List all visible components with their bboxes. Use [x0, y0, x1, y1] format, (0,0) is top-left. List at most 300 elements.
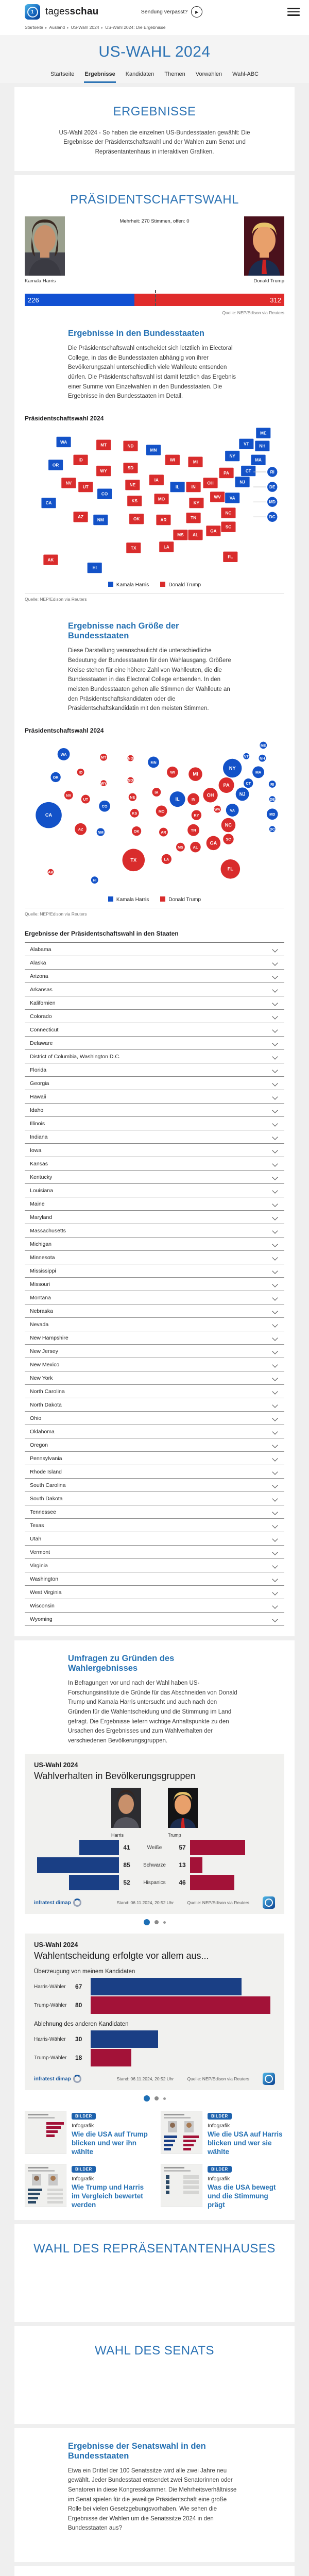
play-icon[interactable]: ▶ [191, 6, 202, 18]
svg-text:OK: OK [133, 516, 140, 521]
svg-text:CO: CO [101, 492, 108, 497]
state-accordion-row[interactable] [25, 1197, 284, 1211]
senate-card [14, 2326, 295, 2424]
state-accordion-label: Tennessee [30, 1509, 56, 1515]
trump-value: 13 [179, 1861, 186, 1869]
majority-marker [155, 290, 156, 306]
us-bubble-map[interactable] [25, 736, 284, 893]
bubble-kicker: Präsidentschaftswahl 2024 [25, 726, 104, 734]
state-accordion-row[interactable] [25, 1505, 284, 1519]
state-accordion-label: Delaware [30, 1040, 53, 1046]
svg-text:IN: IN [191, 484, 196, 489]
svg-text:DC: DC [269, 515, 276, 520]
tab-themen[interactable]: Themen [164, 71, 185, 77]
infratest-dimap-logo: infratest dimap [34, 1899, 81, 1907]
chevron-down-icon [272, 1000, 278, 1006]
state-accordion-row[interactable] [25, 1157, 284, 1171]
svg-text:RI: RI [270, 469, 274, 474]
tab-ergebnisse[interactable]: Ergebnisse [84, 69, 115, 83]
svg-text:MA: MA [255, 770, 262, 775]
legend-swatch [160, 896, 165, 902]
state-accordion-row[interactable] [25, 1264, 284, 1278]
svg-text:SC: SC [225, 524, 232, 530]
svg-text:GA: GA [210, 529, 217, 534]
state-accordion-label: Nevada [30, 1321, 49, 1328]
states-result-text: Die Präsidentschaftswahl entscheidet sich letztlich im Electoral College, in das die Bundesstaaten abhängig von ihrer Bevölkerungszahl unterschiedlich viele Wahlleute entsenden dürfen. Die Präsidentschaftswahl ist damit letztlich das Ergebnis einer Summe von Einzelwahlen in den Bundesstaaten. Die Ergebnisse in den Bundesstaaten im Detail. [68, 345, 236, 400]
info2-stand: Stand: 06.11.2024, 20:52 Uhr [116, 2076, 174, 2082]
state-accordion-label: North Carolina [30, 1388, 65, 1395]
breadcrumb-link[interactable]: US-Wahl 2024 [71, 25, 99, 30]
state-accordion-row[interactable] [25, 983, 284, 996]
chevron-down-icon [272, 1080, 278, 1086]
bilder-badge: BILDER [72, 2166, 96, 2173]
svg-text:DE: DE [269, 484, 276, 489]
chevron-down-icon [272, 1321, 278, 1327]
surveys-heading: Umfragen zu Gründen des Wahlergebnisses [68, 1654, 175, 1673]
carousel-dot[interactable] [163, 1921, 166, 1924]
state-accordion-row[interactable] [25, 1171, 284, 1184]
state-accordion-row[interactable] [25, 996, 284, 1010]
state-accordion-label: Minnesota [30, 1254, 55, 1261]
decision-bar-row [34, 2030, 275, 2048]
state-accordion-row[interactable] [25, 1358, 284, 1371]
state-accordion-row[interactable] [25, 1184, 284, 1197]
svg-text:NV: NV [66, 793, 72, 798]
chevron-down-icon [272, 1603, 278, 1608]
us-states-map[interactable] [25, 424, 284, 579]
svg-text:CA: CA [45, 500, 52, 505]
bubble-legend [25, 896, 284, 903]
harris-value: 85 [123, 1861, 130, 1869]
state-accordion-row[interactable] [25, 1385, 284, 1398]
svg-text:AK: AK [48, 870, 54, 875]
svg-text:VT: VT [244, 754, 249, 759]
chevron-down-icon [272, 987, 278, 992]
chevron-down-icon [272, 1549, 278, 1555]
teaser-title[interactable]: Was die USA bewegt und die Stimmung prägt [208, 2183, 276, 2209]
decision-bar [91, 2049, 131, 2066]
state-accordion-label: South Carolina [30, 1482, 66, 1488]
svg-text:AZ: AZ [78, 515, 84, 520]
teaser-card[interactable] [25, 2164, 148, 2210]
state-accordion-row[interactable] [25, 1077, 284, 1090]
teaser-thumbnail [161, 2164, 202, 2207]
state-accordion-row[interactable] [25, 1412, 284, 1425]
teaser-thumbnail [161, 2111, 202, 2154]
tagesschau-logo-icon[interactable]: 1 [25, 4, 40, 20]
state-accordion-row[interactable] [25, 1331, 284, 1345]
state-accordion-row[interactable] [25, 1613, 284, 1626]
svg-text:IA: IA [154, 790, 159, 795]
brand-wordmark[interactable]: tagesschau [45, 6, 99, 17]
carousel-dot[interactable] [154, 1920, 159, 1924]
trump-votes-bar: 312 [134, 294, 284, 306]
voter-group-value: 67 [75, 1983, 82, 1991]
demo-bar-row [34, 1857, 275, 1873]
breadcrumb-separator: ▸ [101, 26, 104, 30]
teaser-title[interactable]: Wie die USA auf Harris blicken und wer sie wählte [208, 2130, 283, 2156]
bilder-badge: BILDER [208, 2166, 232, 2173]
state-accordion-row[interactable] [25, 1425, 284, 1438]
chevron-down-icon [272, 1268, 278, 1274]
teaser-kicker: Infografik [208, 2176, 230, 2182]
svg-text:MS: MS [177, 844, 183, 850]
decision-bar-row [34, 2049, 275, 2066]
svg-text:FL: FL [228, 554, 233, 560]
svg-text:WY: WY [100, 781, 107, 786]
president-heading: PRÄSIDENTSCHAFTSWAHL [70, 193, 239, 207]
decision-bar [91, 1978, 242, 1995]
bilder-badge: BILDER [208, 2113, 232, 2120]
svg-text:DE: DE [269, 796, 275, 802]
state-accordion-label: Nebraska [30, 1308, 53, 1314]
trump-photo-block [244, 216, 284, 284]
chevron-down-icon [272, 1415, 278, 1421]
chevron-down-icon [272, 1375, 278, 1381]
electoral-bar [25, 294, 284, 306]
svg-text:WY: WY [100, 468, 107, 473]
svg-text:NY: NY [229, 765, 236, 771]
hamburger-menu-icon[interactable] [287, 8, 300, 16]
state-accordion-label: Maine [30, 1200, 45, 1207]
state-accordion-row[interactable] [25, 1546, 284, 1559]
trump-bar [190, 1857, 202, 1873]
breadcrumb-separator: ▸ [45, 26, 47, 30]
svg-text:CO: CO [101, 804, 108, 809]
svg-text:MN: MN [150, 760, 157, 765]
majority-note: Mehrheit: 270 Stimmen, offen: 0 [119, 218, 190, 225]
svg-text:DC: DC [269, 826, 275, 832]
chevron-down-icon [272, 1509, 278, 1515]
chevron-down-icon [272, 1214, 278, 1220]
breadcrumb-link[interactable]: Ausland [49, 25, 65, 30]
harris-bar [79, 1840, 119, 1855]
state-accordion-row[interactable] [25, 956, 284, 970]
state-accordion-row[interactable] [25, 1211, 284, 1224]
svg-text:NM: NM [97, 829, 104, 835]
svg-text:NH: NH [260, 756, 265, 761]
president-card [14, 175, 295, 1636]
carousel-dot-active[interactable] [144, 2095, 150, 2102]
svg-text:NJ: NJ [239, 791, 246, 797]
chevron-down-icon [272, 1362, 278, 1367]
info1-stand: Stand: 06.11.2024, 20:52 Uhr [116, 1900, 174, 1906]
chevron-down-icon [272, 1161, 278, 1166]
site-header [0, 0, 309, 35]
breadcrumb-separator: ▸ [67, 26, 69, 30]
carousel-dot[interactable] [163, 2097, 166, 2100]
voter-group-value: 30 [75, 2036, 82, 2043]
map-kicker: Präsidentschaftswahl 2024 [25, 414, 104, 422]
svg-text:IA: IA [154, 478, 159, 483]
harris-small-photo [111, 1788, 141, 1838]
info1-kicker: US-Wahl 2024 [34, 1761, 78, 1769]
state-accordion-row[interactable] [25, 1479, 284, 1492]
category-label: Hispanics [143, 1879, 166, 1886]
svg-text:LA: LA [163, 545, 169, 550]
state-accordion-row[interactable] [25, 1224, 284, 1238]
state-accordion-label: Kalifornien [30, 999, 56, 1006]
teaser-card[interactable] [161, 2164, 284, 2210]
state-accordion-row[interactable] [25, 1050, 284, 1063]
states-accordion [25, 942, 284, 1626]
surveys-card [14, 1640, 295, 2220]
state-accordion-label: Arizona [30, 973, 48, 979]
trump-photo [244, 216, 284, 276]
voter-group-value: 80 [75, 2002, 82, 2009]
trump-bar [190, 1840, 245, 1855]
chevron-down-icon [272, 1455, 278, 1461]
legend-swatch [160, 582, 165, 587]
svg-text:MI: MI [193, 771, 198, 777]
voter-group-label: Trump-Wähler [34, 2055, 67, 2061]
svg-text:WI: WI [169, 457, 175, 463]
svg-text:MS: MS [177, 532, 184, 537]
voter-group-label: Trump-Wähler [34, 2002, 67, 2008]
state-accordion-row[interactable] [25, 1130, 284, 1144]
svg-text:MT: MT [100, 755, 107, 760]
svg-text:IL: IL [175, 484, 180, 489]
svg-text:OK: OK [133, 828, 140, 834]
state-accordion-label: Mississippi [30, 1267, 56, 1274]
states-result-heading: Ergebnisse in den Bundesstaaten [68, 329, 204, 338]
legend-item: Kamala Harris [108, 582, 149, 588]
svg-text:SD: SD [128, 777, 133, 783]
trump-small-photo [168, 1788, 198, 1838]
info2-title: Wahlentscheidung erfolgte vor allem aus... [34, 1951, 209, 1961]
state-accordion-row[interactable] [25, 1238, 284, 1251]
teaser-thumbnail [25, 2164, 66, 2207]
svg-text:NC: NC [225, 511, 232, 516]
state-accordion-row[interactable] [25, 1465, 284, 1479]
info1-source: Quelle: NEP/Edison via Reuters [187, 1900, 249, 1906]
state-accordion-row[interactable] [25, 1452, 284, 1465]
state-accordion-label: Alaska [30, 959, 46, 966]
harris-name: Kamala Harris [25, 278, 56, 284]
svg-text:ND: ND [128, 756, 133, 761]
state-accordion-row[interactable] [25, 1144, 284, 1157]
trump-value: 57 [179, 1844, 186, 1852]
teaser-card[interactable] [25, 2111, 148, 2157]
candidate-row [25, 216, 284, 293]
category-label: Schwarze [143, 1862, 166, 1868]
state-accordion-label: Arkansas [30, 986, 53, 993]
chevron-down-icon [272, 1040, 278, 1046]
svg-text:NH: NH [259, 444, 266, 449]
state-accordion-row[interactable] [25, 1278, 284, 1291]
decision-bar [91, 1996, 270, 2014]
state-accordion-row[interactable] [25, 1559, 284, 1572]
svg-text:NY: NY [229, 453, 235, 459]
svg-text:KS: KS [131, 499, 138, 504]
state-accordion-row[interactable] [25, 1304, 284, 1318]
svg-text:HI: HI [93, 877, 97, 883]
results-intro-text: US-Wahl 2024 - So haben die einzelnen US-Bundesstaaten gewählt: Die Ergebnisse der Präsidentschaftswahl und der Wahlen zum Senat und Repräsentantenhaus in interaktiven Grafiken. [59, 130, 250, 155]
svg-text:AZ: AZ [78, 826, 83, 832]
svg-text:NC: NC [225, 822, 232, 828]
legend-item: Donald Trump [160, 896, 201, 903]
state-accordion-label: Rhode Island [30, 1468, 62, 1475]
chevron-down-icon [272, 1469, 278, 1475]
teaser-grid [25, 2111, 284, 2209]
state-accordion-label: Indiana [30, 1133, 48, 1140]
state-accordion-label: Wyoming [30, 1616, 53, 1622]
svg-text:ID: ID [78, 457, 83, 463]
harris-bar [69, 1875, 119, 1890]
svg-text:TX: TX [130, 857, 137, 863]
state-accordion-row[interactable] [25, 1010, 284, 1023]
chevron-down-icon [272, 1482, 278, 1488]
carousel-dot-active[interactable] [144, 1919, 150, 1925]
state-accordion-row[interactable] [25, 1599, 284, 1613]
svg-text:OR: OR [52, 463, 59, 468]
state-accordion-row[interactable] [25, 1318, 284, 1331]
svg-text:KS: KS [132, 810, 138, 816]
house-heading: WAHL DES REPRÄSENTANTENHAUSES [33, 2241, 276, 2256]
state-accordion-row[interactable] [25, 943, 284, 956]
svg-text:MD: MD [269, 811, 276, 817]
demo-bar-row [34, 1840, 275, 1855]
svg-text:LA: LA [164, 857, 169, 862]
svg-text:VA: VA [229, 496, 235, 501]
chevron-down-icon [272, 1067, 278, 1073]
chevron-down-icon [272, 1295, 278, 1300]
chevron-down-icon [272, 1335, 278, 1341]
info2-source: Quelle: NEP/Edison via Reuters [187, 2076, 249, 2082]
state-accordion-label: Texas [30, 1522, 44, 1529]
state-accordion-row[interactable] [25, 1291, 284, 1304]
voter-group-value: 18 [75, 2054, 82, 2062]
state-accordion-label: North Dakota [30, 1401, 62, 1408]
map-source: Quelle: NEP/Edison via Reuters [25, 597, 87, 602]
state-accordion-row[interactable] [25, 1037, 284, 1050]
state-accordion-label: Connecticut [30, 1026, 59, 1033]
chevron-down-icon [272, 1536, 278, 1541]
state-accordion-label: Michigan [30, 1241, 52, 1247]
chevron-down-icon [272, 1027, 278, 1032]
state-accordion-row[interactable] [25, 970, 284, 983]
chevron-down-icon [272, 1348, 278, 1354]
bilder-badge: BILDER [72, 2113, 96, 2120]
svg-text:MT: MT [100, 443, 107, 448]
state-accordion-row[interactable] [25, 1492, 284, 1505]
chevron-down-icon [272, 1616, 278, 1622]
carousel-dot[interactable] [154, 2096, 159, 2100]
tab-kandidaten[interactable]: Kandidaten [125, 71, 154, 77]
breadcrumb-link[interactable]: Startseite [25, 25, 43, 30]
state-accordion-label: Hawaii [30, 1093, 46, 1100]
chevron-down-icon [272, 1201, 278, 1207]
decision-bar [91, 2030, 158, 2048]
svg-text:WI: WI [170, 770, 175, 775]
svg-text:KY: KY [194, 812, 199, 818]
state-accordion-row[interactable] [25, 1519, 284, 1532]
state-accordion-label: District of Columbia, Washington D.C. [30, 1053, 121, 1060]
chevron-down-icon [272, 1576, 278, 1582]
size-section-heading: Ergebnisse nach Größe der Bundesstaaten [68, 621, 179, 641]
state-accordion-label: Idaho [30, 1107, 44, 1113]
decision-bar-row [34, 1996, 275, 2014]
teaser-kicker: Infografik [72, 2123, 94, 2129]
state-accordion-label: New York [30, 1375, 53, 1381]
svg-text:PA: PA [224, 470, 229, 476]
state-accordion-row[interactable] [25, 1090, 284, 1104]
svg-text:HI: HI [92, 565, 97, 570]
infographic-demographics [25, 1754, 284, 1914]
state-accordion-label: Louisiana [30, 1187, 53, 1194]
chevron-down-icon [272, 1174, 278, 1180]
state-accordion-row[interactable] [25, 1063, 284, 1077]
state-accordion-label: Florida [30, 1066, 47, 1073]
tab-startseite[interactable]: Startseite [50, 71, 75, 77]
svg-text:WA: WA [60, 439, 67, 445]
teaser-card[interactable] [161, 2111, 284, 2157]
state-accordion-row[interactable] [25, 1572, 284, 1586]
tab-vorwahlen[interactable]: Vorwahlen [195, 71, 222, 77]
svg-text:VT: VT [244, 442, 249, 447]
state-accordion-row[interactable] [25, 1532, 284, 1546]
decision-bars [34, 1969, 275, 2066]
state-accordion-row[interactable] [25, 1345, 284, 1358]
svg-text:PA: PA [223, 782, 230, 788]
state-accordion-row[interactable] [25, 1117, 284, 1130]
state-accordion-label: Colorado [30, 1013, 52, 1020]
chevron-down-icon [272, 1563, 278, 1568]
carousel-dots-2 [25, 2095, 284, 2102]
svg-text:MO: MO [158, 497, 165, 502]
trump-name: Donald Trump [253, 278, 284, 284]
svg-text:NE: NE [129, 483, 136, 488]
legend-swatch [108, 896, 113, 902]
state-accordion-row[interactable] [25, 1398, 284, 1412]
svg-text:OH: OH [207, 481, 214, 486]
state-accordion-label: Oklahoma [30, 1428, 55, 1435]
state-accordion-row[interactable] [25, 1023, 284, 1037]
svg-text:SC: SC [226, 837, 231, 842]
tab-wahl-abc[interactable]: Wahl-ABC [232, 71, 259, 77]
chevron-down-icon [272, 946, 278, 952]
state-accordion-row[interactable] [25, 1251, 284, 1264]
state-accordion-row[interactable] [25, 1371, 284, 1385]
states-accordion-title: Ergebnisse der Präsidentschaftswahl in den Staaten [25, 930, 179, 938]
state-accordion-label: Montana [30, 1294, 51, 1301]
state-accordion-row[interactable] [25, 1586, 284, 1599]
state-accordion-label: Vermont [30, 1549, 50, 1555]
state-accordion-label: Missouri [30, 1281, 50, 1287]
chevron-down-icon [272, 1429, 278, 1434]
harris-photo-block [25, 216, 65, 284]
bar-source: Quelle: NEP/Edison via Reuters [222, 310, 284, 316]
svg-text:ND: ND [127, 444, 134, 449]
carousel-dots-1 [25, 1919, 284, 1925]
breadcrumb-link[interactable]: US-Wahl 2024: Die Ergebnisse [105, 25, 166, 30]
demo-bar-row [34, 1875, 275, 1890]
svg-text:MD: MD [269, 500, 276, 505]
svg-text:CT: CT [245, 468, 251, 473]
svg-text:MI: MI [193, 460, 198, 465]
teaser-title[interactable]: Wie Trump und Harris im Vergleich bewertet werden [72, 2183, 144, 2209]
teaser-title[interactable]: Wie die USA auf Trump blicken und wer ihn wählte [72, 2130, 148, 2156]
chevron-down-icon [272, 1013, 278, 1019]
state-accordion-row[interactable] [25, 1438, 284, 1452]
state-accordion-row[interactable] [25, 1104, 284, 1117]
state-accordion-label: New Mexico [30, 1361, 60, 1368]
svg-text:WV: WV [214, 807, 220, 812]
svg-text:RI: RI [270, 782, 274, 787]
sendung-verpasst-link[interactable] [141, 6, 202, 18]
legend-swatch [108, 582, 113, 587]
trump-bar [190, 1875, 234, 1890]
